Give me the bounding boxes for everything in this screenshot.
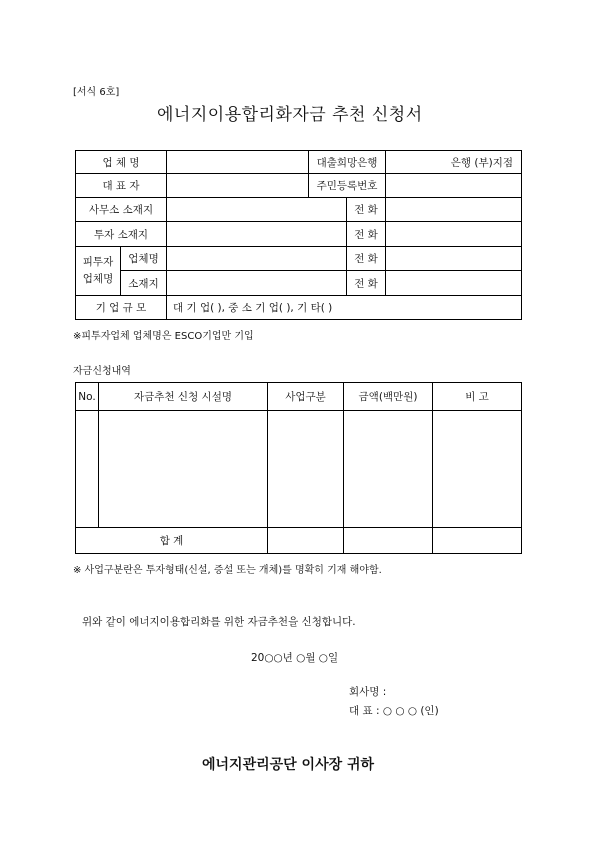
company-size-options[interactable]: 대 기 업( ), 중 소 기 업( ), 기 타( )	[173, 302, 333, 314]
header-amount: 금액(백만원)	[358, 391, 418, 403]
total-label: 합 계	[159, 535, 184, 547]
company-name-field[interactable]	[167, 151, 308, 173]
application-date[interactable]: 20○○년 ○월 ○일	[251, 652, 339, 664]
addressee: 에너지관리공단 이사장 귀하	[202, 757, 375, 773]
resident-number-field[interactable]	[386, 174, 521, 197]
company-name-label: 업 체 명	[102, 156, 140, 169]
esco-note: ※피투자업체 업체명은 ESCO기업만 기입	[73, 331, 254, 342]
invested-address-phone-label: 전 화	[354, 277, 378, 290]
office-phone-label: 전 화	[354, 204, 378, 216]
invested-name-label: 업체명	[128, 253, 159, 265]
declaration-text: 위와 같이 에너지이용합리화를 위한 자금추천을 신청합니다.	[82, 616, 356, 628]
loan-bank-label: 대출희망은행	[316, 156, 378, 169]
office-phone-field[interactable]	[386, 198, 521, 221]
header-business-type: 사업구분	[285, 391, 326, 403]
invested-name-field[interactable]	[167, 247, 346, 270]
invested-company-label-line2: 업체명	[82, 273, 114, 285]
invested-company-label	[76, 247, 120, 295]
invested-address-phone-field[interactable]	[386, 271, 521, 295]
invested-name-phone-field[interactable]	[386, 247, 521, 270]
office-address-label: 사무소 소재지	[88, 204, 154, 216]
investment-address-field[interactable]	[167, 222, 346, 246]
invested-address-label: 소재지	[128, 277, 159, 290]
total-amount[interactable]	[344, 528, 432, 553]
invested-address-field[interactable]	[167, 271, 346, 295]
header-facility-name: 자금추천 신청 시설명	[134, 391, 232, 403]
investment-phone-field[interactable]	[386, 222, 521, 246]
header-remarks: 비 고	[465, 391, 489, 403]
invested-name-phone-label: 전 화	[354, 253, 378, 265]
page-title: 에너지이용합리화자금 추천 신청서	[157, 105, 423, 125]
resident-number-label: 주민등록번호	[316, 180, 378, 192]
representative-sign-line[interactable]: 대 표 : ○ ○ ○ (인)	[349, 705, 439, 717]
amount-body[interactable]	[344, 411, 432, 527]
investment-phone-label: 전 화	[354, 228, 378, 241]
office-address-field[interactable]	[167, 198, 346, 221]
business-type-body[interactable]	[268, 411, 343, 527]
facility-name-body[interactable]	[99, 411, 267, 527]
funding-section-title: 자금신청내역	[73, 366, 131, 377]
investment-address-label: 투자 소재지	[93, 228, 149, 241]
header-no: No.	[78, 390, 96, 403]
no-column-body[interactable]	[76, 411, 98, 527]
invested-company-label-line1: 피투자	[82, 256, 114, 268]
business-type-note: ※ 사업구분란은 투자형태(신설, 증설 또는 개체)를 명확히 기재 해야함.	[73, 565, 382, 576]
company-name-sign-label: 회사명 :	[349, 686, 387, 698]
total-business-type[interactable]	[268, 528, 343, 553]
representative-label: 대 표 자	[102, 180, 140, 192]
remarks-body[interactable]	[433, 411, 521, 527]
company-size-label: 기 업 규 모	[95, 302, 147, 314]
total-remarks[interactable]	[433, 528, 521, 553]
loan-bank-field[interactable]: 은행 (부)지점	[450, 156, 513, 169]
representative-field[interactable]	[167, 174, 308, 197]
form-number: [서식 6호]	[73, 87, 120, 98]
